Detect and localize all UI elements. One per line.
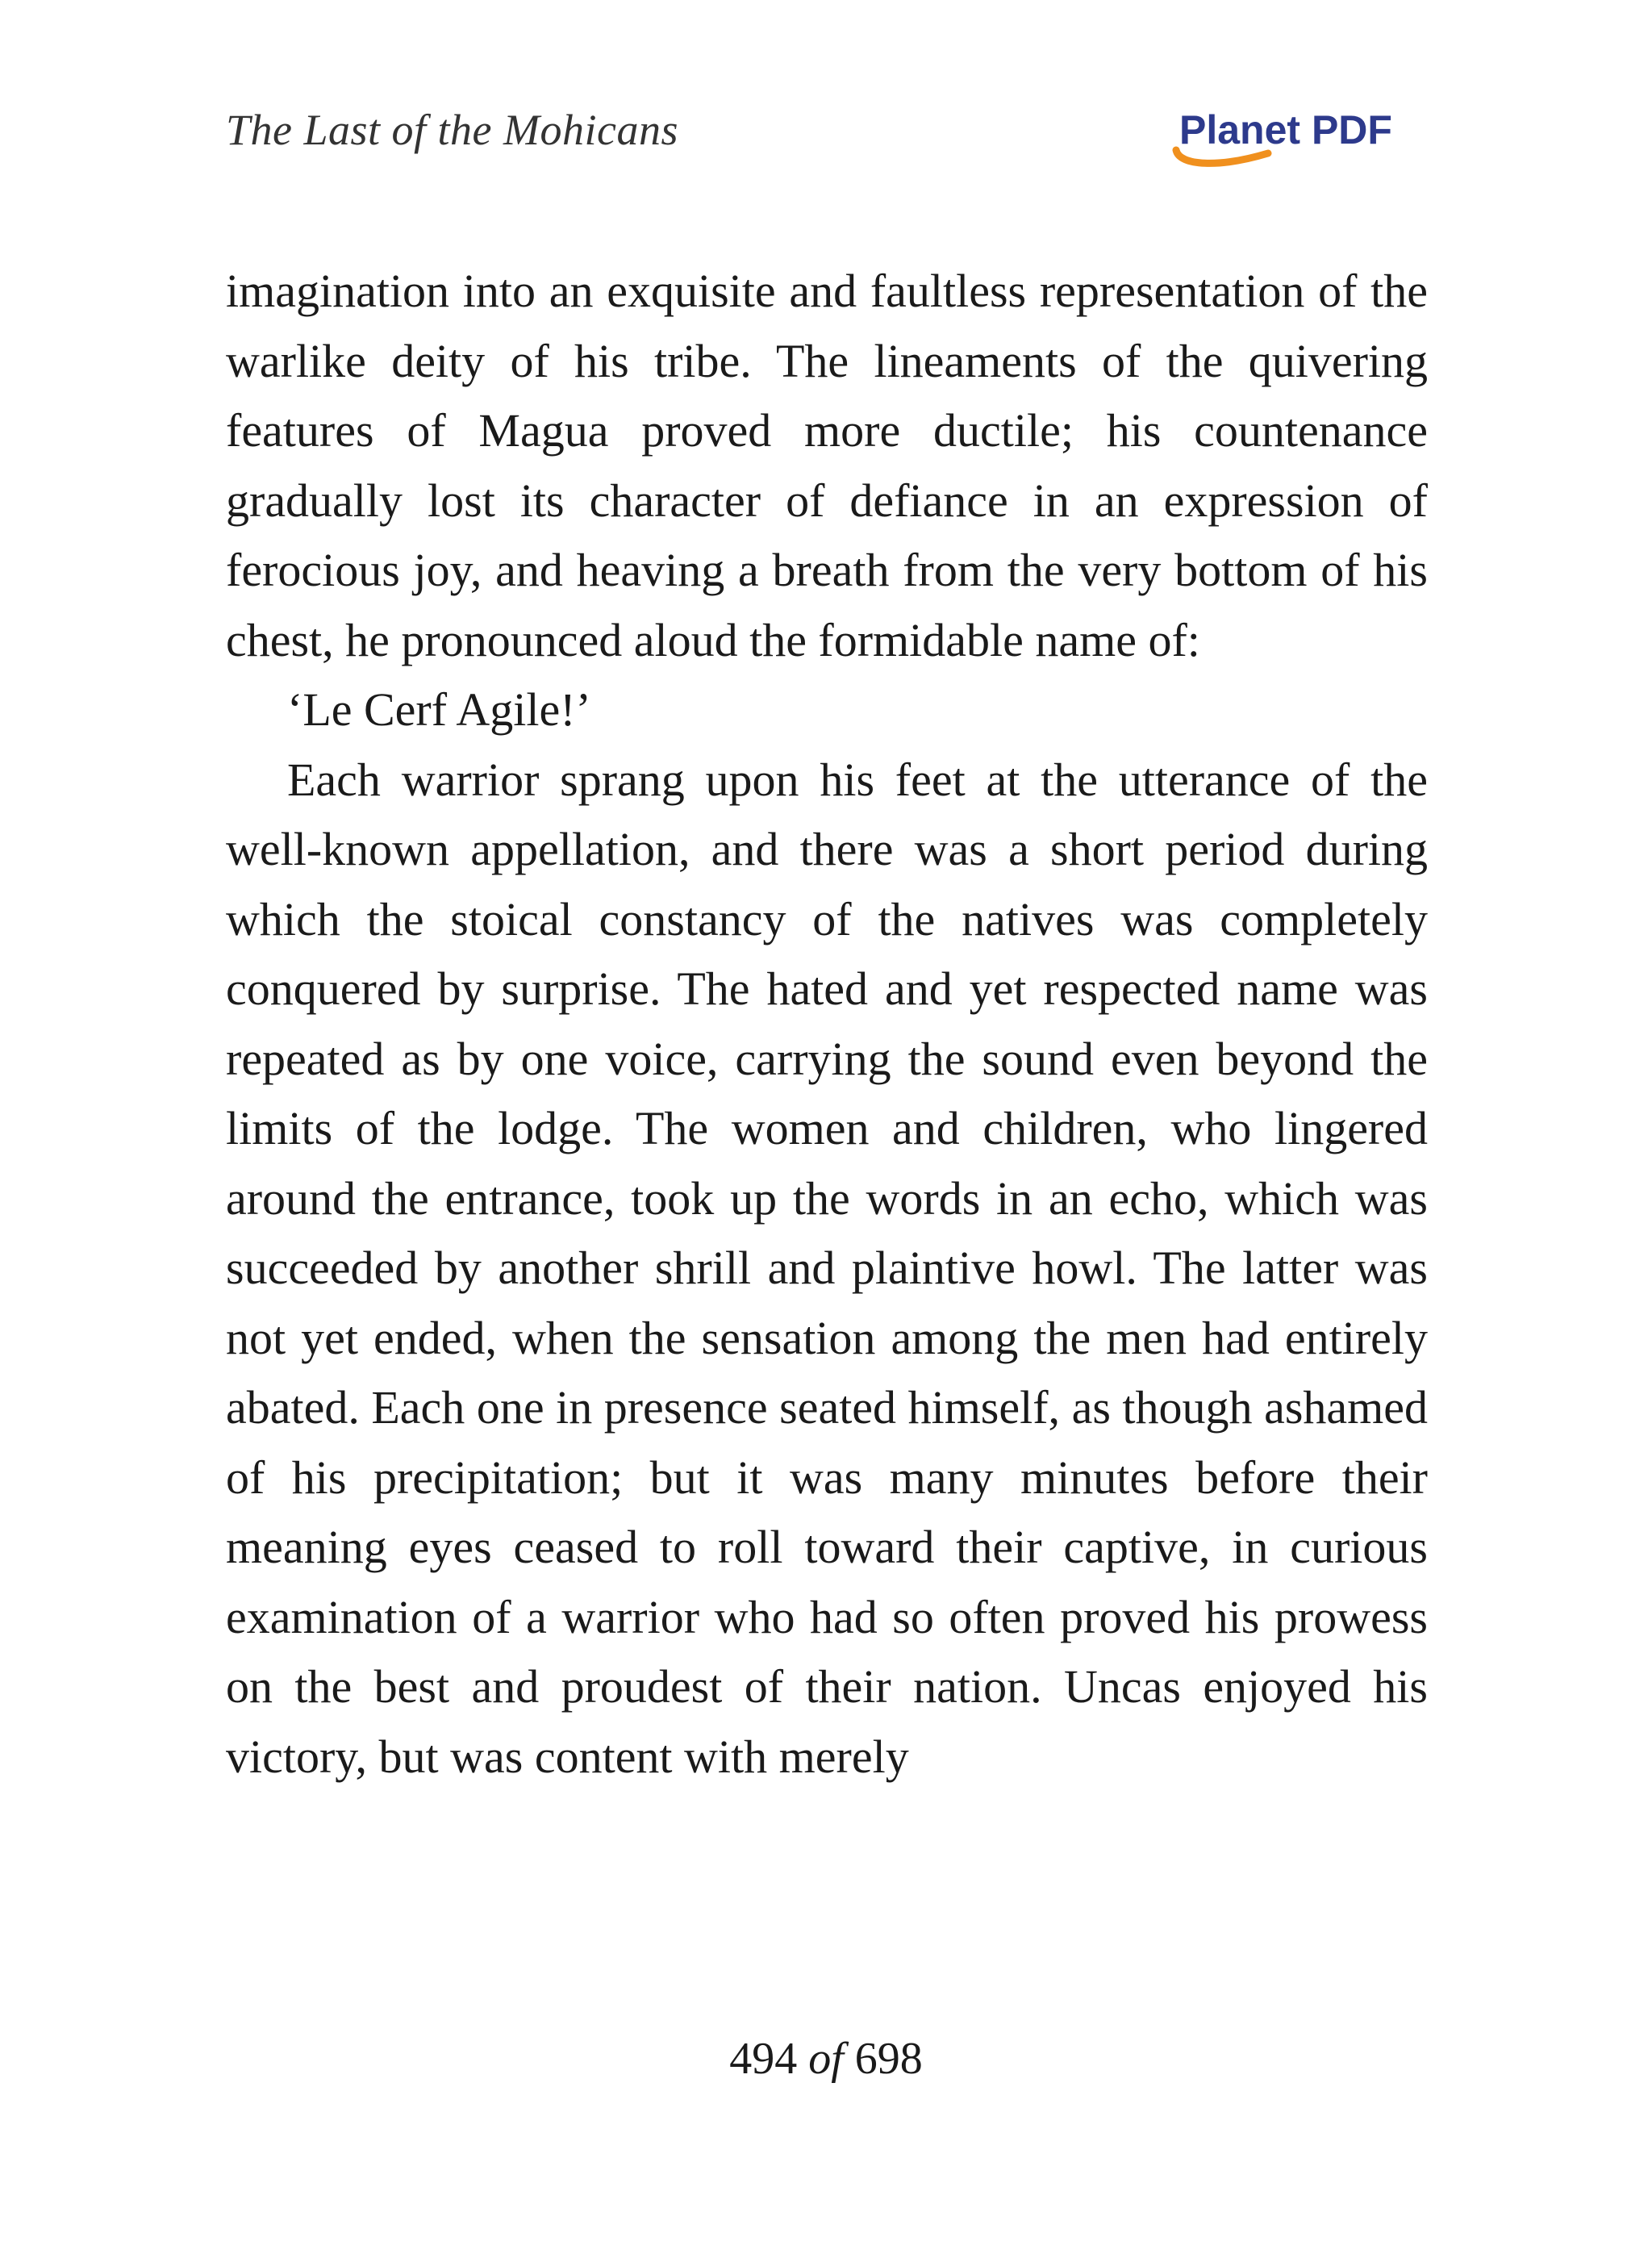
current-page: 494	[729, 2034, 798, 2084]
paragraph: Each warrior sprang upon his feet at the utterance of the well-known appellation, and there was a short period during which the stoical constancy of the natives was completely conquered by surprise. The hated and yet respected name was repeated as by one voice, carrying the sound even beyond the limits of the lodge. The women and children, who lingered around the entrance, took up the words in an echo, which was succeeded by another shrill and plaintive howl. The latter was not yet ended, when the sensation among the men had entirely abated. Each one in presence seated himself, as though ashamed of his precipitation; but it was many minutes before their meaning eyes ceased to roll toward their captive, in curious examination of a warrior who had so often proved his prowess on the best and proudest of their nation. Uncas enjoyed his victory, but was content with merely	[226, 753, 1428, 1783]
page-header	[0, 0, 1652, 194]
paragraph-continued: imagination into an exquisite and faultless representation of the warlike deity of his tribe. The lineaments of the quivering features of Magua proved more ductile; his countenance gradually lost its character of defiance in an expression of ferocious joy, and heaving a breath from the very bottom of his chest, he pronounced aloud the formidable name of:	[226, 265, 1428, 666]
page-body	[226, 257, 1428, 1792]
paragraph-quote: ‘Le Cerf Agile!’	[287, 683, 591, 736]
logo-text: Planet PDF	[1179, 107, 1392, 152]
total-pages: 698	[854, 2034, 923, 2084]
planet-pdf-logo	[1171, 100, 1429, 181]
page-number	[0, 2033, 1652, 2085]
page-of-label: of	[808, 2034, 844, 2084]
book-title: The Last of the Mohicans	[226, 106, 678, 154]
